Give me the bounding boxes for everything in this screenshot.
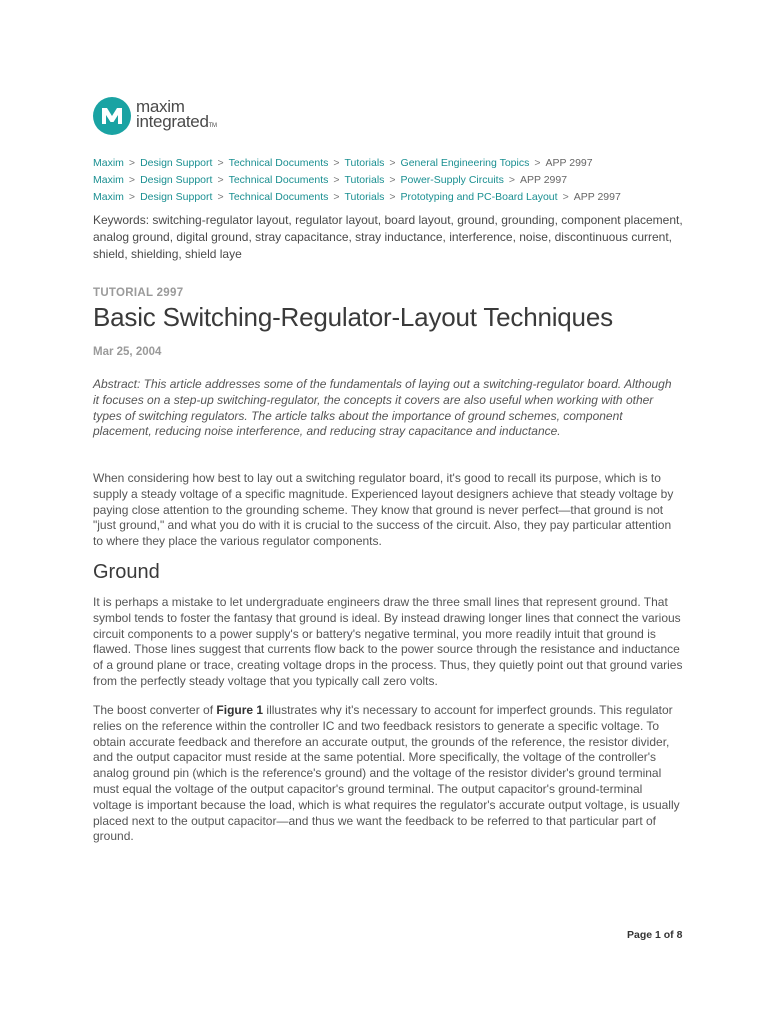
ground-p2-lead-text: The boost converter of [93,703,217,717]
breadcrumb-separator: > [562,191,569,203]
breadcrumb-link[interactable]: Power-Supply Circuits [400,174,504,186]
ground-p2-body-text: illustrates why it's necessary to account for imperfect grounds. This regulator relies on the reference within the controller IC and two feedback resistors to generate a specific voltage. To obtain accurate feedback and therefore an accurate output, the grounds of the reference, the resistor divider, and the output capacitor must reside at the same potential. More specifically, the voltage of the controller's analog ground pin (which is the reference's ground) and the voltage of the resistor divider's ground terminal must equal the voltage of the output capacitor's ground terminal. The output capacitor's ground-terminal voltage is important because the load, which is what requires the regulator's accurate output voltage, is usually placed next to the output capacitor—and thus we want the feedback to be referred to that particular part of ground. [93,703,680,844]
breadcrumb-link[interactable]: Prototyping and PC-Board Layout [400,191,558,203]
section-heading-ground: Ground [93,561,160,583]
breadcrumb [93,172,621,189]
breadcrumb-link[interactable]: Technical Documents [228,157,329,169]
breadcrumb-group [93,155,621,206]
logo-line-integrated [136,111,217,134]
maxim-logo[interactable] [93,96,217,136]
breadcrumb [93,155,621,172]
keywords-line: Keywords: switching-regulator layout, regulator layout, board layout, ground, grounding, component placement, analog ground, digital ground, stray capacitance, stray inductance, interference, noise, discontinuous current, shield, shielding, shield laye [93,213,683,261]
breadcrumb-current: APP 2997 [573,191,621,203]
breadcrumb [93,189,621,206]
breadcrumb-separator: > [333,174,340,186]
intro-paragraph: When considering how best to lay out a switching regulator board, it's good to recall its purpose, which is to supply a steady voltage of a specific magnitude. Experienced layout designers achieve that steady voltage by paying close attention to the grounding scheme. They know that ground is never perfect—that ground is not "just ground," and what you do with it is crucial to the success of the circuit. Also, they pay particular attention to where they place the various regulator components. [93,471,674,549]
breadcrumb-link[interactable]: Tutorials [344,174,385,186]
page-indicator: Page 1 of 8 [627,929,683,941]
breadcrumb-link[interactable]: General Engineering Topics [400,157,530,169]
breadcrumb-separator: > [217,157,224,169]
breadcrumb-current: APP 2997 [519,174,568,186]
breadcrumb-separator: > [217,174,224,186]
breadcrumb-separator: > [389,174,396,186]
breadcrumb-link[interactable]: Technical Documents [228,191,329,203]
breadcrumb-link[interactable]: Maxim [93,191,124,203]
figure-1-reference: Figure 1 [216,703,264,717]
maxim-logo-icon [93,97,131,135]
logo-wordmark [136,96,217,134]
breadcrumb-link[interactable]: Tutorials [344,191,385,203]
breadcrumb-separator: > [333,191,340,203]
logo-trademark: TM [208,122,217,129]
abstract-paragraph: Abstract: This article addresses some of the fundamentals of laying out a switching-regulator board. Although it focuses on a step-up switching-regulator, the concepts it covers are also useful when working with other types of switching regulators. The article talks about the importance of ground schemes, component placement, reducing noise interference, and reducing stray capacitance and inductance. [93,377,672,439]
breadcrumb-separator: > [534,157,541,169]
ground-paragraph-1: It is perhaps a mistake to let undergraduate engineers draw the three small lines that represent ground. That symbol tends to foster the fantasy that ground is ideal. By instead drawing longer lines that connect the various circuit components to a power supply's or battery's negative terminal, you more readily intuit that ground is flawed. Those lines suggest that currents flow back to the power source through the resistance and inductance of a ground plane or trace, creating voltage drops in the process. Thus, they quietly point out that ground varies from the perfectly steady voltage that you typically call zero volts. [93,595,683,688]
publish-date: Mar 25, 2004 [93,346,162,358]
breadcrumb-separator: > [333,157,340,169]
breadcrumb-separator: > [128,191,136,203]
breadcrumb-link[interactable]: Maxim [93,157,124,169]
logo-integrated-text: integrated [136,111,209,131]
breadcrumb-separator: > [128,157,136,169]
breadcrumb-link[interactable]: Tutorials [344,157,385,169]
breadcrumb-current: APP 2997 [545,157,593,169]
breadcrumb-separator: > [217,191,224,203]
breadcrumb-link[interactable]: Technical Documents [228,174,329,186]
breadcrumb-link[interactable]: Maxim [93,174,124,186]
ground-paragraph-2 [93,703,683,845]
tutorial-label: TUTORIAL 2997 [93,287,184,299]
breadcrumb-link[interactable]: Design Support [140,157,213,169]
breadcrumb-separator: > [389,157,396,169]
breadcrumb-separator: > [128,174,136,186]
breadcrumb-separator: > [389,191,396,203]
breadcrumb-link[interactable]: Design Support [140,174,213,186]
page-title: Basic Switching-Regulator-Layout Techniques [93,302,613,332]
breadcrumb-separator: > [508,174,515,186]
breadcrumb-link[interactable]: Design Support [140,191,213,203]
logo-line-maxim: maxim [136,96,185,116]
